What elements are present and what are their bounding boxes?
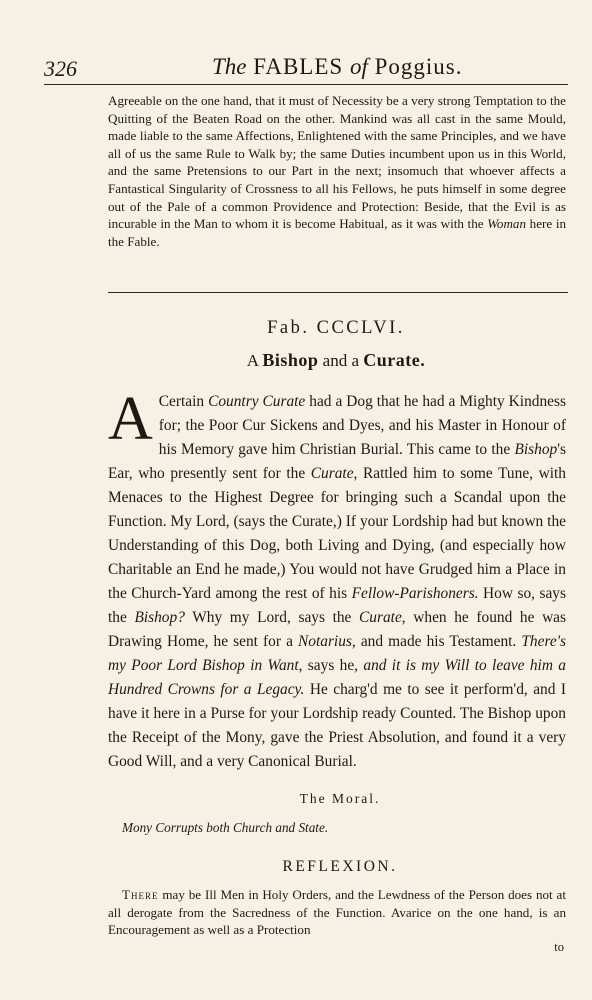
page-number: 326 bbox=[44, 56, 77, 81]
section-divider bbox=[108, 292, 568, 293]
intro-text: Agreeable on the one hand, that it must of Necessity be a very strong Temptation to the Quitting of the Beaten Road on the other. Mankind was all cast in the same Mould, made liable to the same Affections, Enlightened with the same Principles, and we have all of us the same Rule to Walk by; the same Duties incumbent upon us in this World, and the same Pretensions to our Part in the next; insomuch that whoever affects a Fantastical Singularity of Crossness to all his Fellows, he puts himself in some degree out of the Pale of a common Providence and Protection: Beside, that the Evil is as incurable in the Man to whom it is become Habitual, as it was with the bbox=[108, 93, 566, 232]
fable-segment: Country Curate bbox=[208, 393, 306, 410]
fable-segment: Bishop? bbox=[134, 609, 185, 626]
fable-segment: He charg'd me to see it perform'd, and I have it here in a Purse for your Lordship ready Counted. The Bishop upon the Receipt of the Mony, gave the Priest Absolution, and found it a very Good Will, and a very Canonical Burial. bbox=[108, 681, 566, 770]
fable-segment: Curate bbox=[359, 609, 402, 626]
fable-segment: 's Ear, who presently sent for the bbox=[108, 441, 566, 482]
header-rule bbox=[44, 84, 568, 85]
reflexion-body bbox=[108, 886, 566, 939]
fable-segment: had a Dog that he had a Mighty Kindness for; the Poor Cur Sickens and Dyes, and his Master in Honour of his Memory gave him Christian Burial. This came to the bbox=[158, 393, 566, 458]
moral-text: Mony Corrupts both Church and State. bbox=[122, 820, 329, 835]
fable-segment: , says he, bbox=[298, 657, 364, 674]
moral-label: The Moral. bbox=[299, 791, 381, 806]
fable-segment: , and made his Testament. bbox=[351, 633, 522, 650]
fable-segment: Certain bbox=[158, 393, 209, 410]
catchword: to bbox=[554, 940, 564, 954]
reflexion-title: REFLEXION. bbox=[282, 858, 398, 875]
header-title bbox=[212, 54, 462, 80]
fable-title bbox=[0, 350, 592, 371]
fable-segment: There's my Poor Lord Bishop in Want bbox=[108, 633, 566, 674]
intro-woman: Woman bbox=[487, 216, 527, 232]
header-the: The bbox=[212, 54, 247, 79]
fable-segment: , Rattled him to some Tune, with Menaces to the Highest Degree for bringing such a Scandal upon the Function. My Lord, (says the Curate,) If your Lordship had but known the Understanding of this Dog, both Living and Dying, (and especially how Charitable an End he made,) You would not have Grudged him a Place in the Church-Yard among the rest of his bbox=[108, 465, 566, 602]
header-of: of bbox=[349, 54, 368, 79]
drop-cap: A bbox=[108, 385, 153, 453]
fable-number: Fab. CCCLVI. bbox=[267, 318, 405, 338]
fable-title-a: A bbox=[246, 351, 259, 370]
fable-segment: and it is my Will to leave him a Hundred Crowns for a Legacy. bbox=[108, 657, 566, 698]
reflexion-lead: There bbox=[122, 887, 159, 902]
fable-segment: Curate bbox=[310, 465, 354, 482]
intro-paragraph bbox=[108, 92, 566, 250]
intro-end: here in the Fable. bbox=[108, 216, 567, 249]
header-poggius: Poggius. bbox=[374, 54, 463, 79]
fable-segment: Why my Lord, says the bbox=[184, 609, 360, 626]
fable-title-curate: Curate. bbox=[363, 350, 426, 370]
fable-body bbox=[108, 385, 567, 774]
fable-title-and: and a bbox=[322, 351, 359, 370]
fable-segment: Fellow-Parishoners. bbox=[351, 585, 479, 602]
header-fables: FABLES bbox=[253, 54, 344, 79]
reflexion-text: may be Ill Men in Holy Orders, and the Lewdness of the Person does not at all derogate from the Sacredness of the Function. Avarice on the one hand, is an Encouragement as well as a Protection bbox=[108, 887, 566, 938]
running-head bbox=[44, 54, 568, 84]
fable-text bbox=[108, 385, 567, 770]
fable-segment: Bishop bbox=[514, 441, 558, 458]
fable-segment: Notarius bbox=[298, 633, 352, 650]
fable-title-bishop: Bishop bbox=[262, 350, 319, 370]
fable-segment: , when he found he was Drawing Home, he sent for a bbox=[108, 609, 567, 650]
fable-segment: How so, says the bbox=[108, 585, 566, 626]
